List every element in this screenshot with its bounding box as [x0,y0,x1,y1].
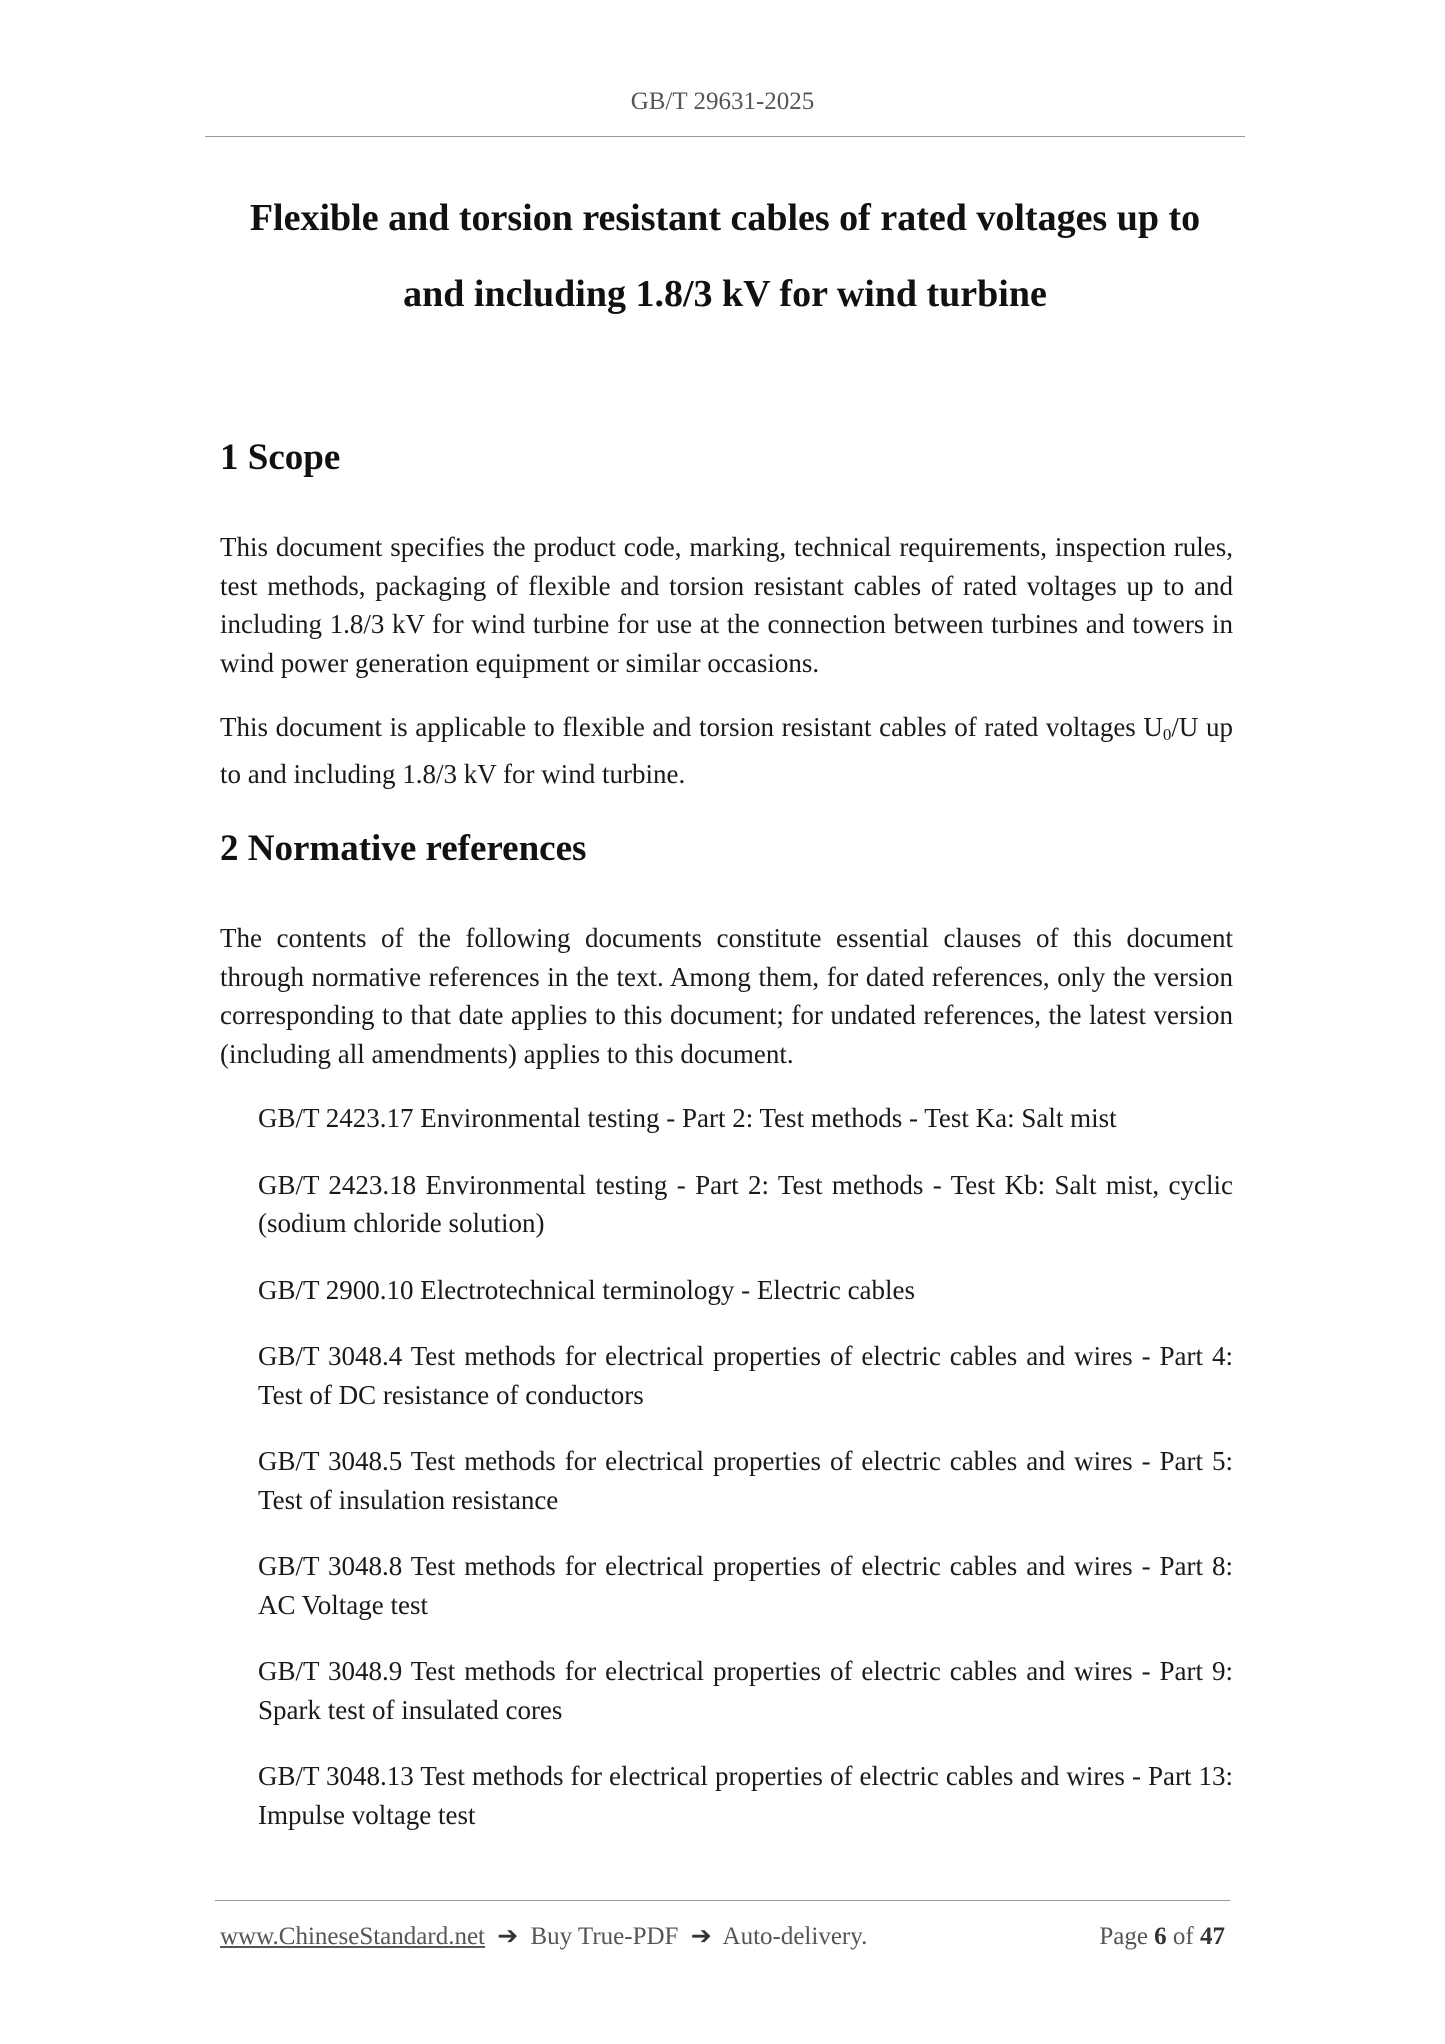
reference-item: GB/T 2423.17 Environmental testing - Part 2: Test methods - Test Ka: Salt mist [258,1103,1117,1133]
reference-item: GB/T 2423.18 Environmental testing - Part 2: Test methods - Test Kb: Salt mist, cyclic (sodium chloride solution) [258,1169,1233,1238]
reference-item: GB/T 2900.10 Electrotechnical terminology - Electric cables [258,1274,916,1305]
section-1-heading: 1 Scope [220,437,341,478]
page-indicator [1099,1923,1225,1951]
scope-paragraph-2 [220,708,1233,793]
reference-list [220,1099,1233,1834]
reference-item: GB/T 3048.13 Test methods for electrical properties of electric cables and wires - Part 13: Impulse voltage test [258,1761,1233,1830]
auto-delivery-text: Auto-delivery. [722,1923,868,1950]
document-body [220,428,1233,1862]
title-line-2: and including 1.8/3 kV for wind turbine [403,273,1047,315]
page-footer [220,1921,1225,1951]
standard-number: GB/T 29631-2025 [630,88,815,115]
buy-true-pdf-text: Buy True-PDF [530,1923,679,1950]
voltage-subscript: 0 [1162,725,1172,744]
scope-paragraph-1: This document specifies the product code, marking, technical requirements, inspection rules, test methods, packaging of flexible and torsion resistant cables of rated voltages up to and including 1.8/3 kV for wind turbine for use at the connection between turbines and towers in wind power generation equipment or similar occasions. [220,532,1233,678]
current-page-number: 6 [1154,1923,1167,1950]
reference-item: GB/T 3048.5 Test methods for electrical properties of electric cables and wires - Part 5: Test of insulation resistance [258,1446,1233,1515]
reference-item: GB/T 3048.4 Test methods for electrical properties of electric cables and wires - Part 4: Test of DC resistance of conductors [258,1341,1233,1410]
normative-intro-paragraph: The contents of the following documents constitute essential clauses of this document through normative references in the text. Among them, for dated references, only the version corresponding to that date applies to this document; for undated references, the latest version (including all amendments) applies to this document. [220,923,1233,1069]
arrow-right-icon: ➔ [690,1923,712,1950]
footer-promo [220,1921,867,1951]
section-2-heading: 2 Normative references [220,828,587,869]
total-page-count: 47 [1200,1923,1225,1950]
page-label: Page [1099,1923,1148,1950]
title-line-1: Flexible and torsion resistant cables of rated voltages up to [249,197,1201,239]
scope-paragraph-2-start: This document is applicable to flexible and torsion resistant cables of rated voltages U [220,712,1163,742]
arrow-right-icon: ➔ [497,1923,519,1950]
footer-divider [215,1900,1230,1901]
reference-item: GB/T 3048.9 Test methods for electrical properties of electric cables and wires - Part 9: Spark test of insulated cores [258,1656,1233,1725]
page-header [0,88,1445,116]
chinesestandard-link[interactable]: www.ChineseStandard.net [220,1923,485,1950]
document-title [205,180,1245,332]
scope-paragraph-2-end: /U up to and including 1.8/3 kV for wind turbine. [220,712,1233,789]
reference-item: GB/T 3048.8 Test methods for electrical properties of electric cables and wires - Part 8: AC Voltage test [258,1551,1233,1620]
page-of-label: of [1172,1923,1194,1950]
header-divider [205,136,1245,137]
